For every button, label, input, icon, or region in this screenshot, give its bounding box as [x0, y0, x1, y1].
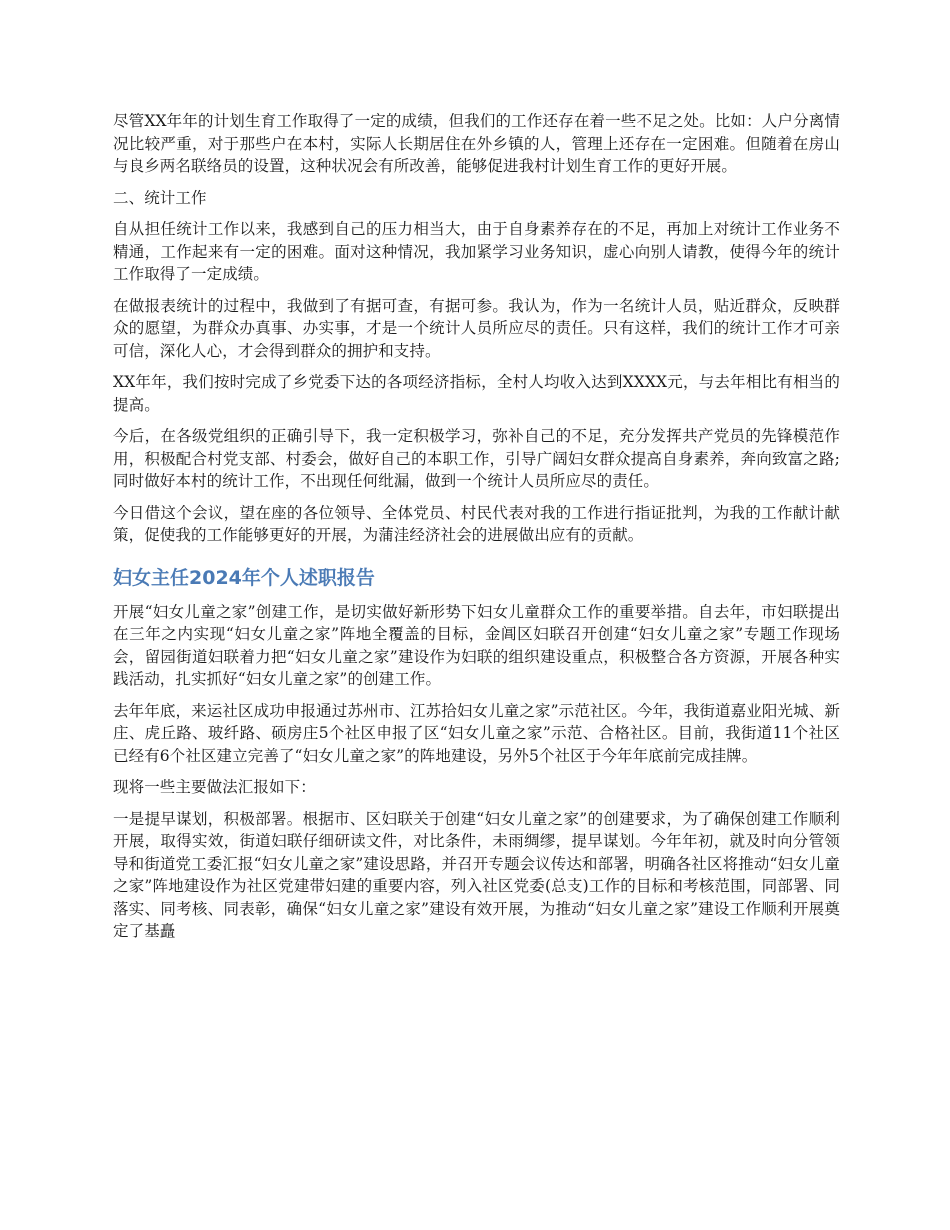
paragraph-report-statistics: 在做报表统计的过程中，我做到了有据可查，有据可参。我认为，作为一名统计人员，贴近群众，反映群众的愿望，为群众办真事、办实事，才是一个统计人员所应尽的责任。只有这样，我们的统计工作才可亲可信，深化人心，才会得到群众的拥护和支持。	[113, 296, 840, 360]
paragraph-report-intro: 现将一些主要做法汇报如下：	[113, 778, 316, 796]
paragraph-community-progress: 去年年底，来运社区成功申报通过苏州市、江苏拾妇女儿童之家”示范社区。今年，我街道嘉业阳光城、新庄、虎丘路、玻纤路、硕房庄5个社区申报了区“妇女儿童之家”示范、合格社区。目前，我街道11个社区已经有6个社区建立完善了“妇女儿童之家”的阵地建设，另外5个社区于今年年底前完成挂牌。	[113, 701, 840, 765]
paragraph-family-planning-summary: 尽管XX年年的计划生育工作取得了一定的成绩，但我们的工作还存在着一些不足之处。比如：人户分离情况比较严重，对于那些户在本村，实际人长期居住在外乡镇的人，管理上还存在一定困难。但随着在房山与良乡两名联络员的设置，这种状况会有所改善，能够促进我村计划生育工作的更好开展。	[113, 112, 840, 175]
paragraph-heading-statistics: 二、统计工作	[113, 188, 207, 207]
paragraph-statistics-work: 自从担任统计工作以来，我感到自己的压力相当大，由于自身素养存在的不足，再加上对统计工作业务不精通，工作起来有一定的困难。面对这种情况，我加紧学习业务知识，虚心向别人请教，使得今年的统计工作取得了一定成绩。	[113, 220, 840, 283]
paragraph-future-plans: 今后，在各级党组织的正确引导下，我一定积极学习，弥补自己的不足，充分发挥共产党员的先锋模范作用，积极配合村党支部、村委会，做好自己的本职工作，引导广阔妇女群众提高自身素养，奔向致富之路;同时做好本村的统计工作，不出现任何纰漏，做到一个统计人员所应尽的责任。	[113, 427, 840, 490]
paragraph-home-creation-intro: 开展“妇女儿童之家”创建工作，是切实做好新形势下妇女儿童群众工作的重要举措。自去年，市妇联提出在三年之内实现“妇女儿童之家”阵地全覆盖的目标，金阊区妇联召开创建“妇女儿童之家”专题工作现场会，留园街道妇联着力把“妇女儿童之家”建设作为妇联的组织建设重点，积极整合各方资源，开展各种实践活动，扎实抓好“妇女儿童之家”的创建工作。	[113, 602, 840, 688]
paragraph-closing: 今日借这个会议，望在座的各位领导、全体党员、村民代表对我的工作进行指证批判，为我的工作献计献策，促使我的工作能够更好的开展，为蒲洼经济社会的进展做出应有的贡献。	[113, 503, 840, 544]
paragraph-planning-deployment: 一是提早谋划，积极部署。根据市、区妇联关于创建“妇女儿童之家”的创建要求，为了确保创建工作顺利开展，取得实效，街道妇联仔细研读文件，对比条件，未雨绸缪，提早谋划。今年年初，就及时向分管领导和街道党工委汇报“妇女儿童之家”建设思路，并召开专题会议传达和部署，明确各社区将推动“妇女儿童之家”阵地建设作为社区党建带妇建的重要内容，列入社区党委(总支)工作的目标和考核范围，同部署、同落实、同考核、同表彰，确保“妇女儿童之家”建设有效开展，为推动“妇女儿童之家”建设工作顺利开展奠定了基矗	[113, 809, 840, 940]
paragraph-economic-targets: XX年年，我们按时完成了乡党委下达的各项经济指标，全村人均收入达到XXXX元，与去年相比有相当的提高。	[113, 373, 840, 414]
section-title: 妇女主任2024年个人述职报告	[113, 566, 375, 589]
document-page	[113, 110, 840, 952]
